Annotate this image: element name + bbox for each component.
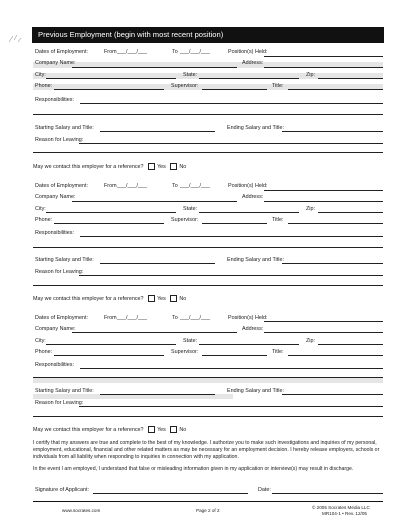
- responsibilities-label: Responsibilities:: [35, 362, 74, 368]
- to-label: To: [172, 183, 178, 189]
- signature-field[interactable]: [93, 493, 248, 494]
- state-label: State:: [183, 206, 198, 212]
- phone-label: Phone:: [35, 217, 53, 223]
- reason-field-2[interactable]: [33, 416, 383, 417]
- title-label: Title:: [272, 217, 284, 223]
- date-label: Date:: [258, 487, 271, 493]
- from-date-field[interactable]: ___/___/___: [117, 315, 147, 321]
- state-label: State:: [183, 338, 198, 344]
- ending-field[interactable]: [282, 131, 383, 132]
- responsibilities-field[interactable]: [80, 368, 383, 369]
- contact-yes-checkbox[interactable]: [148, 295, 155, 302]
- discharge-notice: In the event I am employed, I understand that false or misleading information given in my application or interview(s) may result in discharge.: [33, 466, 354, 472]
- zip-field[interactable]: [318, 344, 383, 345]
- to-date-field[interactable]: ___/___/___: [180, 49, 210, 55]
- phone-label: Phone:: [35, 349, 53, 355]
- zip-field[interactable]: [318, 78, 383, 79]
- phone-field[interactable]: [54, 89, 164, 90]
- address-field[interactable]: [264, 332, 383, 333]
- address-field[interactable]: [264, 201, 383, 202]
- contact-question: May we contact this employer for a reference? Yes No: [33, 163, 187, 170]
- dates-label: Dates of Employment:: [35, 315, 89, 321]
- from-label: From: [104, 49, 117, 55]
- footer-divider: [33, 501, 383, 502]
- city-label: City:: [35, 206, 46, 212]
- to-date-field[interactable]: ___/___/___: [180, 183, 210, 189]
- starting-field[interactable]: [100, 394, 215, 395]
- reason-field[interactable]: [79, 275, 383, 276]
- title-field[interactable]: [288, 223, 383, 224]
- zip-label: Zip:: [306, 206, 315, 212]
- starting-field[interactable]: [100, 263, 215, 264]
- title-label: Title:: [272, 349, 284, 355]
- ending-field[interactable]: [282, 394, 383, 395]
- footer-form-id: MR104-1 • Rev. 12/05: [322, 511, 367, 516]
- to-label: To: [172, 315, 178, 321]
- company-field[interactable]: [72, 332, 237, 333]
- date-field[interactable]: [272, 493, 383, 494]
- responsibilities-label: Responsibilities:: [35, 97, 74, 103]
- supervisor-label: Supervisor:: [171, 83, 199, 89]
- contact-no-checkbox[interactable]: [170, 426, 177, 433]
- positions-field[interactable]: [264, 321, 383, 322]
- zip-label: Zip:: [306, 338, 315, 344]
- reason-field-2[interactable]: [33, 285, 383, 286]
- contact-question: May we contact this employer for a reference? Yes No: [33, 295, 187, 302]
- responsibilities-field-2[interactable]: [33, 377, 383, 378]
- starting-label: Starting Salary and Title:: [35, 388, 94, 394]
- reason-label: Reason for Leaving:: [35, 400, 84, 406]
- footer-website: www.socrates.com: [62, 508, 101, 513]
- responsibilities-field[interactable]: [80, 103, 383, 104]
- state-field[interactable]: [199, 344, 299, 345]
- ending-field[interactable]: [282, 263, 383, 264]
- phone-field[interactable]: [54, 355, 164, 356]
- zip-label: Zip:: [306, 72, 315, 78]
- positions-field[interactable]: [264, 190, 383, 191]
- title-label: Title:: [272, 83, 284, 89]
- from-label: From: [104, 315, 117, 321]
- state-field[interactable]: [199, 212, 299, 213]
- positions-field[interactable]: [264, 56, 383, 57]
- dates-label: Dates of Employment:: [35, 49, 89, 55]
- signature-label: Signature of Applicant:: [35, 487, 89, 493]
- supervisor-field[interactable]: [202, 355, 267, 356]
- ending-label: Ending Salary and Title:: [227, 388, 284, 394]
- responsibilities-field-2[interactable]: [33, 247, 383, 248]
- company-label: Company Name:: [35, 326, 76, 332]
- to-label: To: [172, 49, 178, 55]
- ending-label: Ending Salary and Title:: [227, 257, 284, 263]
- title-field[interactable]: [288, 355, 383, 356]
- reason-field[interactable]: [79, 406, 383, 407]
- phone-label: Phone:: [35, 83, 53, 89]
- address-label: Address:: [242, 326, 264, 332]
- company-field[interactable]: [72, 201, 237, 202]
- responsibilities-label: Responsibilities:: [35, 230, 74, 236]
- dates-label: Dates of Employment:: [35, 183, 89, 189]
- supervisor-label: Supervisor:: [171, 349, 199, 355]
- supervisor-field[interactable]: [202, 89, 267, 90]
- responsibilities-field-2[interactable]: [33, 114, 383, 115]
- title-field[interactable]: [288, 89, 383, 90]
- positions-label: Position(s) Held:: [228, 49, 268, 55]
- positions-label: Position(s) Held:: [228, 315, 268, 321]
- certification-text: I certify that my answers are true and complete to the best of my knowledge. I authorize you to make such investigations and inquiries of my personal, employment, educational, financial and other related matters as may be necessary for an employment decision. I hereby release employers, schools or individuals from all liability when responding to inquiries in connection with my application.: [33, 440, 380, 461]
- city-label: City:: [35, 72, 46, 78]
- zip-field[interactable]: [318, 212, 383, 213]
- section-title: Previous Employment (begin with most recent position): [32, 27, 384, 43]
- corner-mark-icon: [8, 34, 22, 44]
- reason-field-2[interactable]: [33, 152, 383, 153]
- contact-question: May we contact this employer for a reference? Yes No: [33, 426, 187, 433]
- ending-label: Ending Salary and Title:: [227, 125, 284, 131]
- city-label: City:: [35, 338, 46, 344]
- state-label: State:: [183, 72, 198, 78]
- from-date-field[interactable]: ___/___/___: [117, 49, 147, 55]
- company-field[interactable]: [72, 67, 237, 68]
- footer-copyright: © 2005 Socrates Media LLC: [312, 505, 370, 510]
- starting-label: Starting Salary and Title:: [35, 257, 94, 263]
- phone-field[interactable]: [54, 223, 164, 224]
- address-label: Address:: [242, 60, 264, 66]
- footer-page-number: Page 2 of 2: [196, 508, 220, 513]
- contact-no-checkbox[interactable]: [170, 163, 177, 170]
- to-date-field[interactable]: ___/___/___: [180, 315, 210, 321]
- starting-field[interactable]: [100, 131, 215, 132]
- company-label: Company Name:: [35, 60, 76, 66]
- address-label: Address:: [242, 194, 264, 200]
- responsibilities-field[interactable]: [80, 236, 383, 237]
- from-date-field[interactable]: ___/___/___: [117, 183, 147, 189]
- reason-label: Reason for Leaving:: [35, 137, 84, 143]
- reason-field[interactable]: [79, 143, 383, 144]
- supervisor-field[interactable]: [202, 223, 267, 224]
- supervisor-label: Supervisor:: [171, 217, 199, 223]
- city-field[interactable]: [46, 344, 176, 345]
- from-label: From: [104, 183, 117, 189]
- company-label: Company Name:: [35, 194, 76, 200]
- reason-label: Reason for Leaving:: [35, 269, 84, 275]
- city-field[interactable]: [46, 212, 176, 213]
- state-field[interactable]: [199, 78, 299, 79]
- contact-no-checkbox[interactable]: [170, 295, 177, 302]
- city-field[interactable]: [46, 78, 176, 79]
- address-field[interactable]: [264, 67, 383, 68]
- positions-label: Position(s) Held:: [228, 183, 268, 189]
- starting-label: Starting Salary and Title:: [35, 125, 94, 131]
- contact-yes-checkbox[interactable]: [148, 163, 155, 170]
- contact-yes-checkbox[interactable]: [148, 426, 155, 433]
